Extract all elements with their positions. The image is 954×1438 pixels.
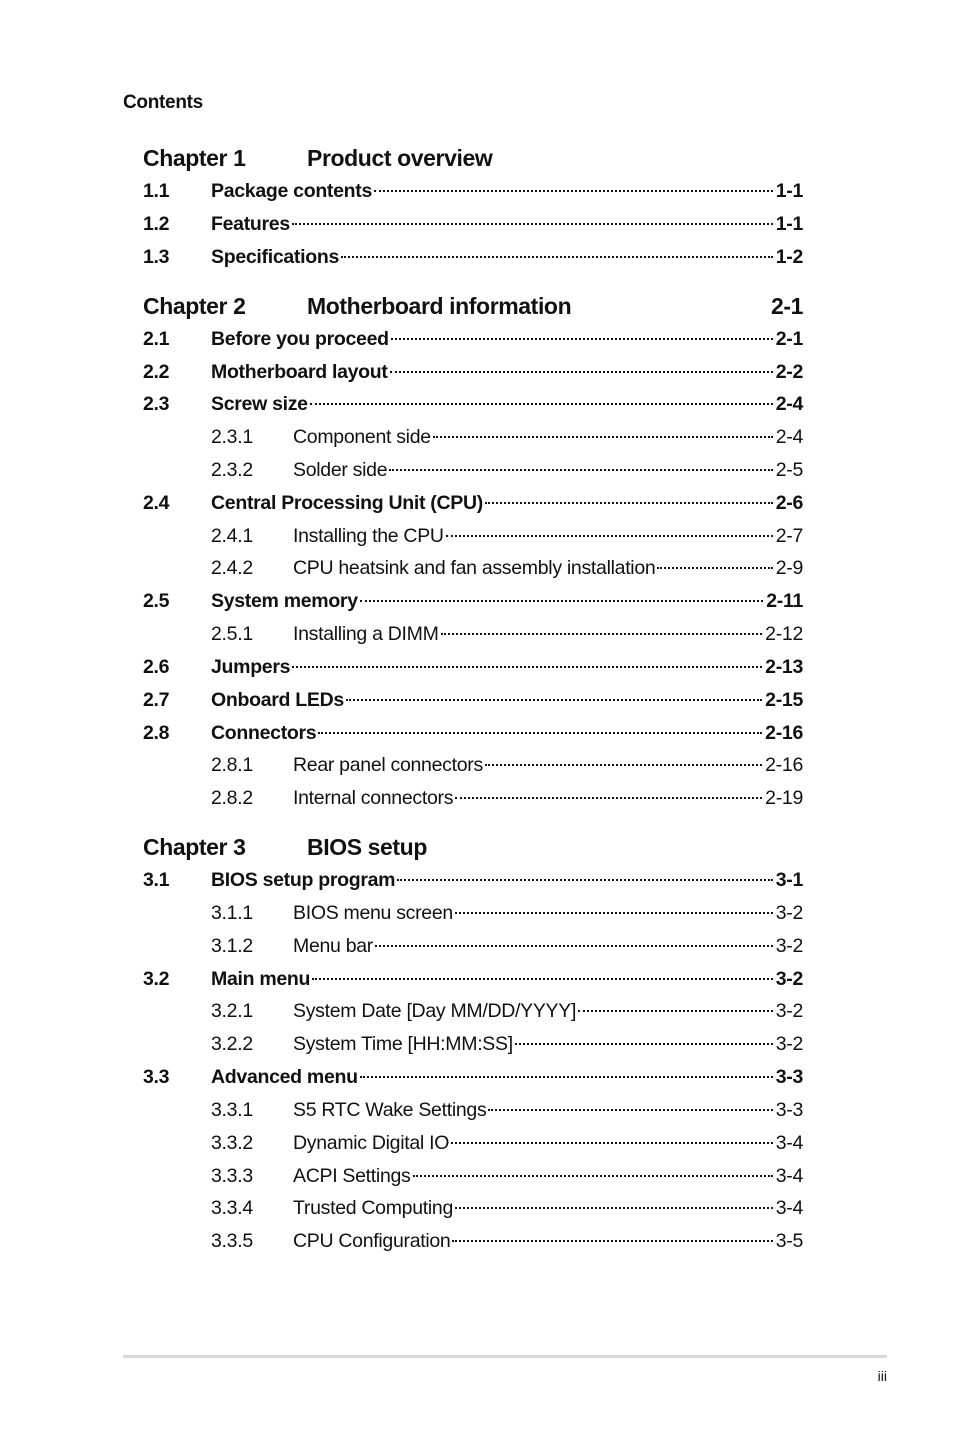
entry-page: 2-15 (765, 689, 803, 711)
toc-entry-2-4[interactable] (143, 490, 803, 516)
dot-leader (397, 879, 772, 881)
entry-page: 3-5 (775, 1230, 803, 1252)
dot-leader (433, 436, 773, 438)
toc-entry-2-5[interactable] (143, 588, 803, 614)
entry-title: Connectors (211, 722, 317, 744)
toc-entry-2-4-2[interactable] (143, 555, 803, 581)
entry-number: 3.1 (143, 869, 170, 891)
toc-entry-3-1-1[interactable] (143, 900, 803, 926)
entry-title: System memory (211, 590, 358, 612)
entry-number: 3.1.1 (211, 902, 253, 924)
entry-page: 1-1 (775, 213, 803, 235)
entry-page: 2-19 (765, 787, 803, 809)
entry-number: 1.1 (143, 180, 170, 202)
entry-title: Advanced menu (211, 1066, 358, 1088)
entry-title: Specifications (211, 246, 340, 268)
entry-page: 3-1 (775, 869, 803, 891)
chapter-page: 2-1 (770, 293, 803, 319)
entry-page: 3-2 (775, 1000, 803, 1022)
entry-title: System Date [Day MM/DD/YYYY] (293, 1000, 577, 1022)
entry-number: 3.3.4 (211, 1197, 253, 1219)
dot-leader (312, 978, 773, 980)
entry-title: Trusted Computing (293, 1197, 454, 1219)
chapter-heading-3[interactable] (143, 832, 803, 862)
entry-number: 3.3 (143, 1066, 170, 1088)
toc-entry-3-1[interactable] (143, 867, 803, 893)
entry-page: 2-16 (765, 754, 803, 776)
entry-number: 3.3.1 (211, 1099, 253, 1121)
chapter-title: Product overview (307, 145, 493, 171)
toc-entry-2-3-2[interactable] (143, 457, 803, 483)
entry-page: 3-2 (775, 1033, 803, 1055)
entry-title: Installing the CPU (293, 525, 444, 547)
toc-entry-3-2-1[interactable] (143, 998, 803, 1024)
entry-title: CPU heatsink and fan assembly installation (293, 557, 656, 579)
entry-page: 2-9 (775, 557, 803, 579)
entry-page: 3-2 (775, 935, 803, 957)
dot-leader (292, 223, 773, 225)
toc-entry-2-2[interactable] (143, 359, 803, 385)
dot-leader (391, 338, 773, 340)
entry-page: 2-6 (775, 492, 803, 514)
entry-page: 2-1 (775, 328, 803, 350)
chapter-label: Chapter 1 (143, 145, 246, 171)
entry-title: Onboard LEDs (211, 689, 344, 711)
toc-entry-2-8-2[interactable] (143, 785, 803, 811)
dot-leader (485, 764, 762, 766)
entry-page: 3-4 (775, 1132, 803, 1154)
entry-title: Installing a DIMM (293, 623, 439, 645)
entry-number: 2.8.2 (211, 787, 253, 809)
page-header: Contents (123, 92, 203, 113)
dot-leader (360, 1076, 773, 1078)
entry-page: 2-5 (775, 459, 803, 481)
dot-leader (657, 567, 772, 569)
entry-title: Menu bar (293, 935, 373, 957)
chapter-heading-1[interactable] (143, 143, 803, 173)
entry-page: 2-7 (775, 525, 803, 547)
entry-title: S5 RTC Wake Settings (293, 1099, 487, 1121)
entry-title: Rear panel connectors (293, 754, 483, 776)
entry-number: 2.4.1 (211, 525, 253, 547)
entry-page: 1-2 (775, 246, 803, 268)
entry-number: 2.8 (143, 722, 170, 744)
dot-leader (346, 699, 762, 701)
entry-page: 3-2 (775, 968, 803, 990)
entry-title: Internal connectors (293, 787, 454, 809)
entry-page: 2-4 (775, 426, 803, 448)
entry-page: 3-3 (775, 1066, 803, 1088)
chapter-heading-2[interactable] (143, 291, 803, 321)
dot-leader (341, 256, 773, 258)
entry-title: Screw size (211, 393, 308, 415)
entry-number: 2.3.1 (211, 426, 253, 448)
entry-number: 2.4 (143, 492, 170, 514)
dot-leader (310, 403, 773, 405)
dot-leader (360, 600, 763, 602)
entry-page: 1-1 (775, 180, 803, 202)
entry-number: 3.3.5 (211, 1230, 253, 1252)
entry-title: ACPI Settings (293, 1165, 411, 1187)
entry-title: Component side (293, 426, 431, 448)
entry-number: 2.4.2 (211, 557, 253, 579)
dot-leader (318, 732, 762, 734)
chapter-title: BIOS setup (307, 834, 427, 860)
entry-number: 2.6 (143, 656, 170, 678)
entry-page: 3-2 (775, 902, 803, 924)
entry-number: 3.3.3 (211, 1165, 253, 1187)
toc-entry-2-3[interactable] (143, 391, 803, 417)
entry-number: 1.2 (143, 213, 170, 235)
dot-leader (455, 912, 773, 914)
entry-title: BIOS menu screen (293, 902, 453, 924)
entry-title: Before you proceed (211, 328, 389, 350)
entry-page: 2-2 (775, 361, 803, 383)
entry-page: 3-4 (775, 1165, 803, 1187)
entry-title: Central Processing Unit (CPU) (211, 492, 483, 514)
toc-entry-3-3-5[interactable] (143, 1228, 803, 1254)
entry-title: CPU Configuration (293, 1230, 451, 1252)
footer-divider (123, 1355, 887, 1358)
dot-leader (485, 502, 773, 504)
toc-entry-2-1[interactable] (143, 326, 803, 352)
dot-leader (441, 633, 763, 635)
entry-page: 2-12 (765, 623, 803, 645)
toc-entry-3-2[interactable] (143, 966, 803, 992)
entry-number: 2.3 (143, 393, 170, 415)
toc-entry-3-3[interactable] (143, 1064, 803, 1090)
entry-number: 3.2 (143, 968, 170, 990)
toc-entry-2-3-1[interactable] (143, 424, 803, 450)
toc-entry-2-4-1[interactable] (143, 523, 803, 549)
entry-number: 3.1.2 (211, 935, 253, 957)
dot-leader (413, 1175, 773, 1177)
dot-leader (515, 1043, 773, 1045)
entry-title: Package contents (211, 180, 373, 202)
entry-page: 2-13 (765, 656, 803, 678)
dot-leader (446, 535, 773, 537)
entry-title: Jumpers (211, 656, 291, 678)
entry-number: 2.7 (143, 689, 170, 711)
entry-page: 2-16 (765, 722, 803, 744)
dot-leader (292, 666, 762, 668)
entry-page: 2-11 (766, 590, 803, 612)
toc-entry-1-1[interactable] (143, 178, 803, 204)
entry-page: 3-3 (775, 1099, 803, 1121)
chapter-label: Chapter 2 (143, 293, 246, 319)
entry-number: 2.8.1 (211, 754, 253, 776)
footer-page-number: iii (877, 1368, 887, 1384)
entry-title: System Time [HH:MM:SS] (293, 1033, 513, 1055)
entry-number: 2.2 (143, 361, 170, 383)
toc-entry-3-3-4[interactable] (143, 1195, 803, 1221)
dot-leader (455, 797, 762, 799)
dot-leader (374, 190, 773, 192)
toc-entry-2-8[interactable] (143, 720, 803, 746)
entry-number: 1.3 (143, 246, 170, 268)
toc-entry-2-8-1[interactable] (143, 752, 803, 778)
dot-leader (578, 1010, 773, 1012)
dot-leader (488, 1109, 772, 1111)
toc-entry-3-3-1[interactable] (143, 1097, 803, 1123)
dot-leader (375, 945, 773, 947)
toc-entry-2-6[interactable] (143, 654, 803, 680)
dot-leader (389, 469, 772, 471)
entry-page: 3-4 (775, 1197, 803, 1219)
toc-entry-3-3-2[interactable] (143, 1130, 803, 1156)
entry-number: 2.3.2 (211, 459, 253, 481)
toc-entry-1-2[interactable] (143, 211, 803, 237)
entry-title: Dynamic Digital IO (293, 1132, 450, 1154)
toc-entry-2-5-1[interactable] (143, 621, 803, 647)
entry-title: Solder side (293, 459, 388, 481)
entry-title: Features (211, 213, 290, 235)
entry-title: BIOS setup program (211, 869, 396, 891)
chapter-label: Chapter 3 (143, 834, 246, 860)
chapter-title: Motherboard information (307, 293, 572, 319)
toc-entry-1-3[interactable] (143, 244, 803, 270)
toc-entry-2-7[interactable] (143, 687, 803, 713)
entry-page: 2-4 (775, 393, 803, 415)
toc-entry-3-1-2[interactable] (143, 933, 803, 959)
entry-number: 3.3.2 (211, 1132, 253, 1154)
dot-leader (451, 1142, 773, 1144)
dot-leader (452, 1240, 772, 1242)
toc-entry-3-3-3[interactable] (143, 1163, 803, 1189)
entry-number: 2.5 (143, 590, 170, 612)
entry-title: Main menu (211, 968, 311, 990)
toc-entry-3-2-2[interactable] (143, 1031, 803, 1057)
entry-number: 3.2.2 (211, 1033, 253, 1055)
entry-number: 2.1 (143, 328, 170, 350)
dot-leader (455, 1207, 773, 1209)
entry-title: Motherboard layout (211, 361, 388, 383)
entry-number: 2.5.1 (211, 623, 253, 645)
entry-number: 3.2.1 (211, 1000, 253, 1022)
dot-leader (390, 371, 773, 373)
